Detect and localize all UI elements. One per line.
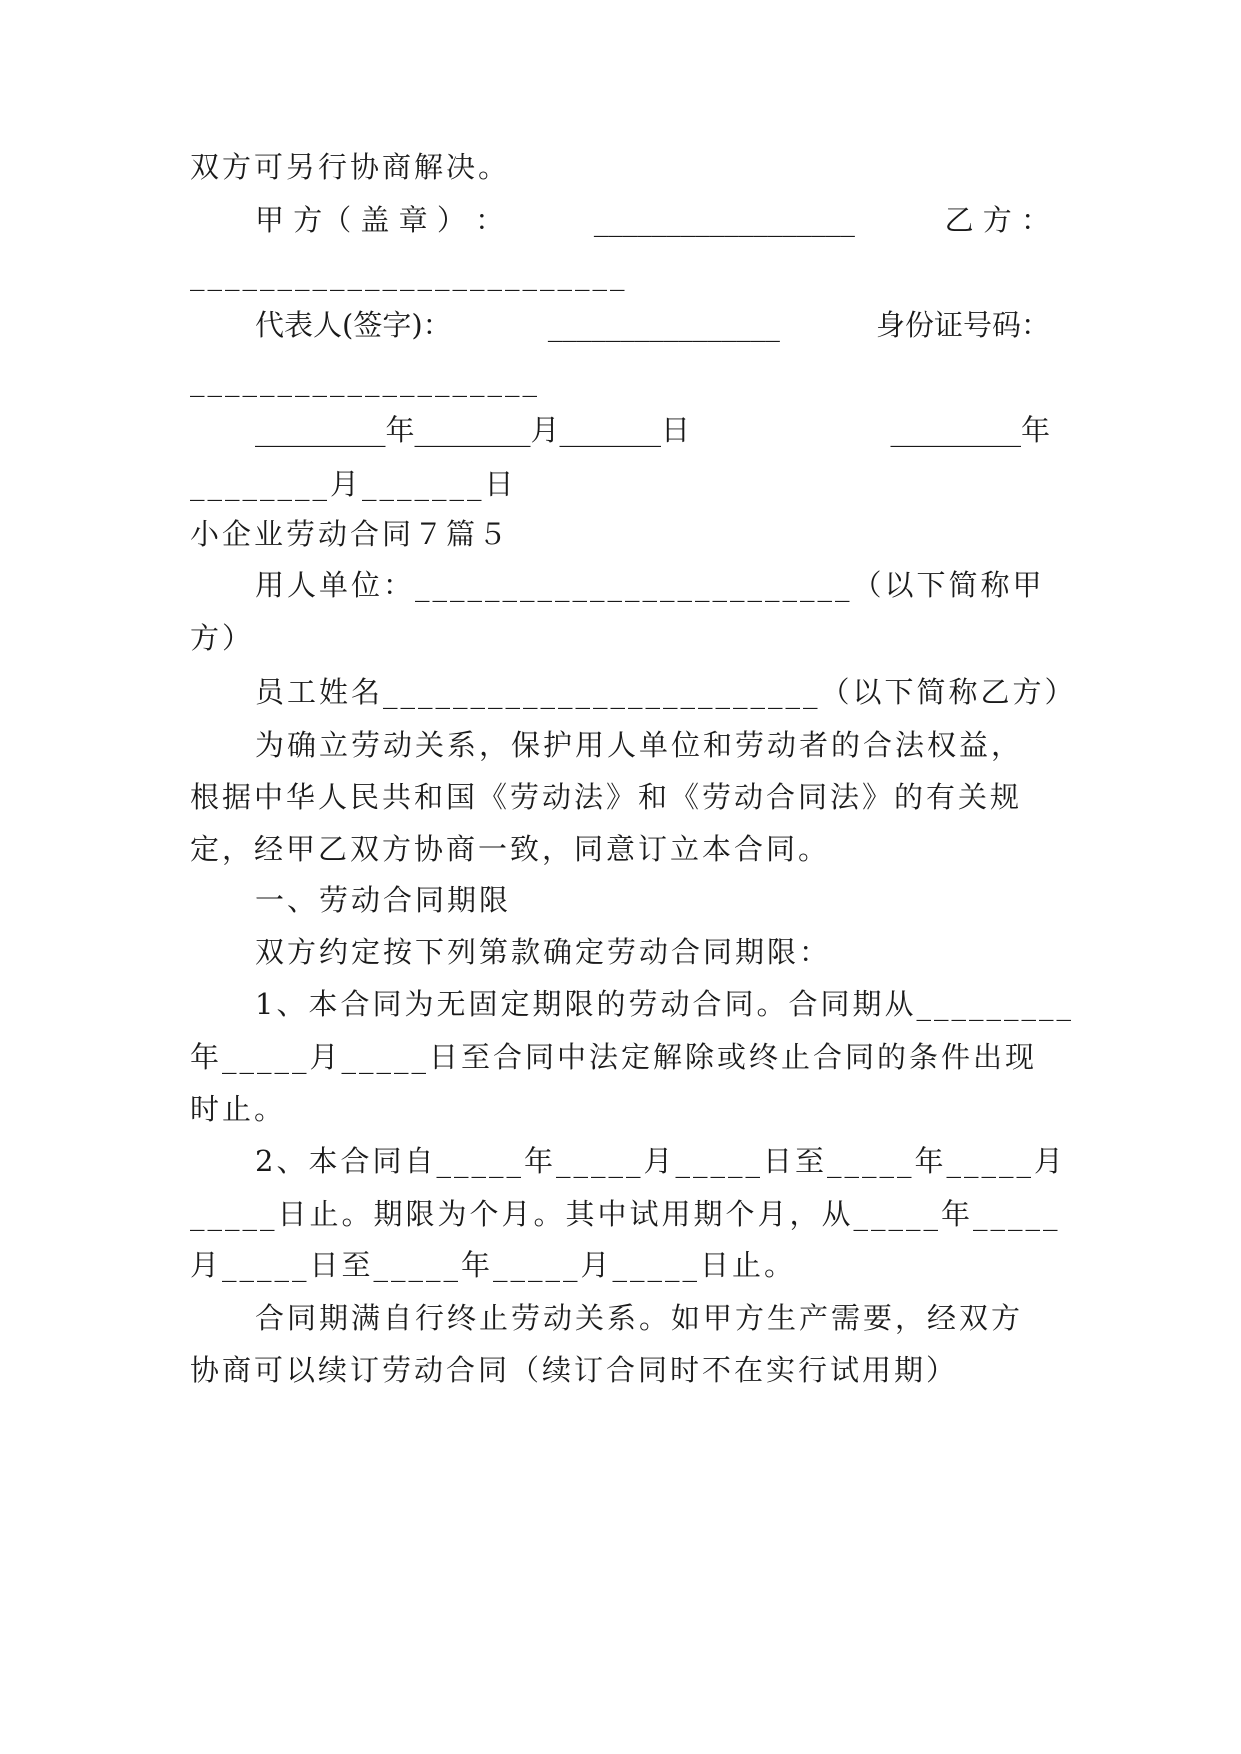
- paragraph-line: 年_____月_____日至合同中法定解除或终止合同的条件出现: [190, 1040, 1038, 1074]
- paragraph-line: 双方约定按下列第款确定劳动合同期限：: [255, 935, 832, 969]
- party-b-blank: _________________________: [190, 257, 628, 291]
- text-line: 双方可另行协商解决。: [190, 150, 511, 184]
- party-a-seal-line: [255, 200, 1050, 240]
- section-title: 小企业劳动合同７篇５: [190, 517, 511, 551]
- clause-heading: 一、劳动合同期限: [255, 883, 512, 917]
- date-party-a: _________年________月_______日: [255, 413, 691, 447]
- paragraph-line: 2、本合同自_____年_____月_____日至_____年_____月: [255, 1144, 1066, 1178]
- party-a-blank: __________________: [593, 203, 855, 237]
- party-b-label: 乙 方 ：: [944, 203, 1050, 237]
- paragraph-line: _____日止。期限为个月。其中试用期个月，从_____年_____: [190, 1197, 1061, 1231]
- paragraph-line: 月_____日至_____年_____月_____日止。: [190, 1248, 797, 1282]
- employer-line: 用人单位：_________________________（以下简称甲: [255, 568, 1045, 602]
- representative-blank: ________________: [547, 308, 780, 342]
- party-a-label: 甲 方（ 盖 章 ） ：: [255, 203, 505, 237]
- paragraph-line: 定，经甲乙双方协商一致，同意订立本合同。: [190, 832, 831, 866]
- date-party-b-rest: ________月_______日: [190, 467, 517, 501]
- paragraph-line: 根据中华人民共和国《劳动法》和《劳动合同法》的有关规: [190, 780, 1023, 814]
- paragraph-line: 时止。: [190, 1092, 287, 1126]
- employee-line: 员工姓名_________________________（以下简称乙方）: [255, 675, 1077, 709]
- paragraph-line: 协商可以续订劳动合同（续订合同时不在实行试用期）: [190, 1353, 959, 1387]
- id-number-label: 身份证号码：: [875, 308, 1050, 342]
- text-line: 方）: [190, 621, 255, 655]
- date-line: [255, 410, 1050, 450]
- representative-line: [255, 305, 1050, 345]
- date-party-b-year: _________年: [890, 413, 1050, 447]
- id-number-blank: ____________________: [190, 363, 540, 397]
- representative-label: 代表人(签字)：: [255, 308, 452, 342]
- paragraph-line: 1、本合同为无固定期限的劳动合同。合同期从_________: [255, 987, 1074, 1021]
- paragraph-line: 为确立劳动关系，保护用人单位和劳动者的合法权益，: [255, 728, 1024, 762]
- paragraph-line: 合同期满自行终止劳动关系。如甲方生产需要，经双方: [255, 1301, 1024, 1335]
